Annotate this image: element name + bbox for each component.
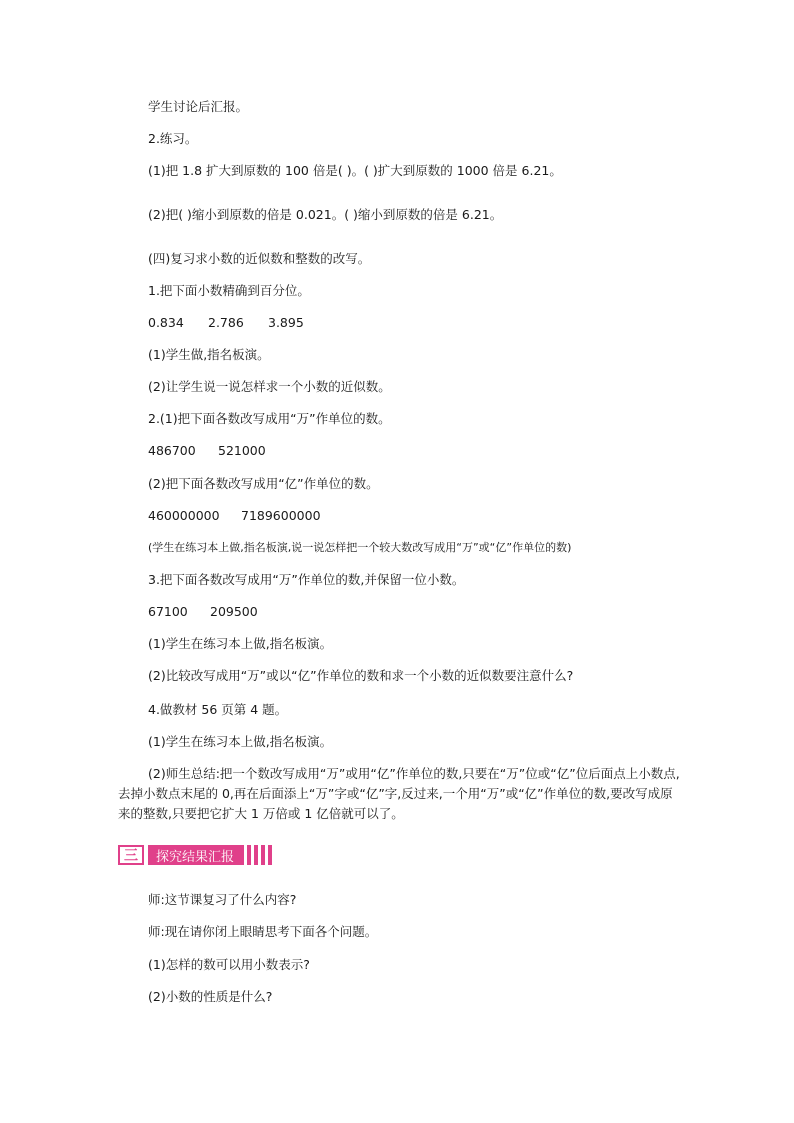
number-item: 7189600000 [241, 508, 321, 523]
round-numbers-row [148, 604, 258, 620]
number-item: 2.786 [208, 315, 244, 330]
line-1: 学生讨论后汇报。 [148, 99, 249, 114]
line-15: 3.把下面各数改写成用“万”作单位的数,并保留一位小数。 [148, 572, 465, 587]
number-item: 0.834 [148, 315, 184, 330]
after-line-4: (2)小数的性质是什么? [148, 989, 273, 1004]
line-5: (四)复习求小数的近似数和整数的改写。 [148, 251, 371, 266]
line-14: (学生在练习本上做,指名板演,说一说怎样把一个较大数改写成用“万”或“亿”作单位的数) [148, 541, 572, 554]
line-17: (1)学生在练习本上做,指名板演。 [148, 636, 333, 651]
number-item: 460000000 [148, 508, 220, 523]
section-banner [118, 845, 304, 865]
banner-stripes [244, 845, 272, 865]
yi-numbers-row [148, 508, 321, 524]
line-4: (2)把( )缩小到原数的倍是 0.021。( )缩小到原数的倍是 6.21。 [148, 207, 503, 222]
decimals-row [148, 315, 304, 331]
line-8: (1)学生做,指名板演。 [148, 347, 270, 362]
after-line-1: 师:这节课复习了什么内容? [148, 892, 297, 907]
number-item: 521000 [218, 443, 266, 458]
after-line-3: (1)怎样的数可以用小数表示? [148, 957, 310, 972]
line-20: (1)学生在练习本上做,指名板演。 [148, 734, 333, 749]
line-3: (1)把 1.8 扩大到原数的 100 倍是( )。( )扩大到原数的 1000 倍是 6.21。 [148, 163, 562, 178]
section-title: 探究结果汇报 [148, 845, 244, 865]
line-18: (2)比较改写成用“万”或以“亿”作单位的数和求一个小数的近似数要注意什么? [148, 668, 574, 683]
wan-numbers-row [148, 443, 266, 459]
after-line-2: 师:现在请你闭上眼睛思考下面各个问题。 [148, 924, 378, 939]
line-2: 2.练习。 [148, 131, 198, 146]
line-6: 1.把下面小数精确到百分位。 [148, 283, 310, 298]
line-10: 2.(1)把下面各数改写成用“万”作单位的数。 [148, 411, 391, 426]
line-9: (2)让学生说一说怎样求一个小数的近似数。 [148, 379, 391, 394]
summary-paragraph: (2)师生总结:把一个数改写成用“万”或用“亿”作单位的数,只要在“万”位或“亿”位后面点上小数点,去掉小数点末尾的 0,再在后面添上“万”字或“亿”字,反过来,一个用“万”或“亿”作单位的数,要改写成原来的整数,只要把它扩大 1 万倍或 1 亿倍就可以了。 [118, 766, 680, 821]
number-item: 209500 [210, 604, 258, 619]
line-12: (2)把下面各数改写成用“亿”作单位的数。 [148, 476, 379, 491]
line-19: 4.做教材 56 页第 4 题。 [148, 702, 288, 717]
number-item: 3.895 [268, 315, 304, 330]
number-item: 67100 [148, 604, 188, 619]
section-number: 三 [118, 845, 144, 865]
number-item: 486700 [148, 443, 196, 458]
